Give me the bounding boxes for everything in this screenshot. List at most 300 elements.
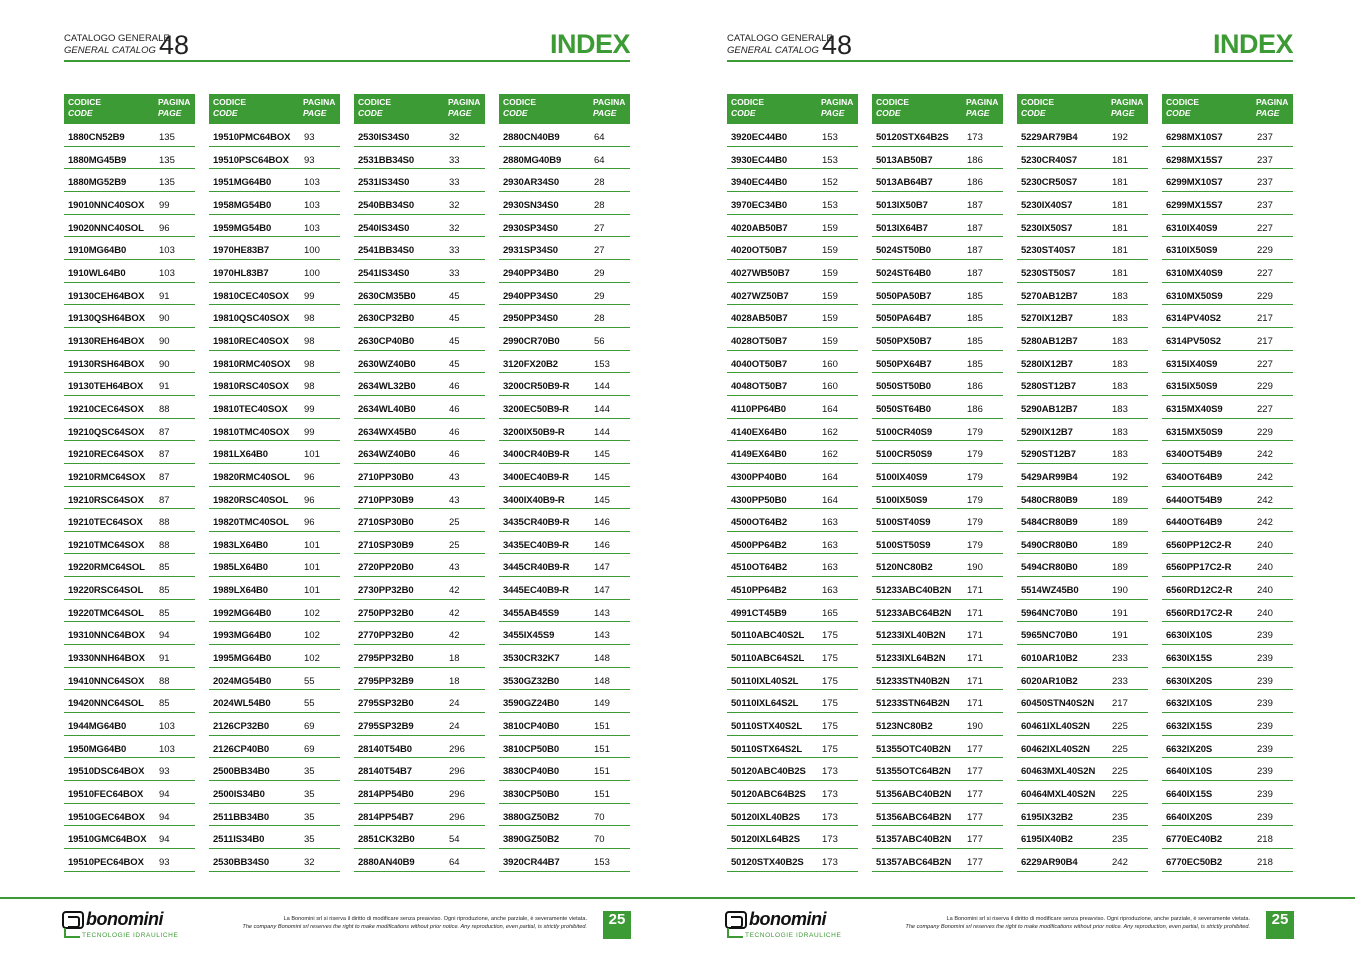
table-row — [209, 826, 340, 849]
product-code: 2940PP34S0 — [503, 290, 558, 302]
table-row — [1017, 622, 1148, 645]
badge-number: 25 — [608, 911, 626, 928]
table-row — [872, 283, 1003, 306]
logo-mark-icon — [725, 911, 747, 929]
product-code: 50120IXL64B2S — [731, 834, 800, 846]
table-row — [499, 373, 630, 396]
page-number: 101 — [304, 449, 320, 461]
product-code: 3940EC44B0 — [731, 177, 788, 189]
page-number: 103 — [159, 721, 175, 733]
page-number: 103 — [304, 199, 320, 211]
page-number: 29 — [594, 267, 605, 279]
page-number: 242 — [1257, 449, 1273, 461]
product-code: 1950MG64B0 — [68, 743, 127, 755]
disclaimer-it: La Bonomini srl si riserva il diritto di modificare senza preavviso. Ogni riproduzione, anche parziale, è severamente vietata. — [283, 916, 587, 922]
page-number: 296 — [449, 789, 465, 801]
product-code: 51355OTC64B2N — [876, 766, 951, 778]
page-number: 153 — [822, 132, 838, 143]
page-number: 190 — [967, 721, 983, 733]
table-row — [499, 532, 630, 555]
table-row — [64, 441, 195, 464]
table-row — [354, 441, 485, 464]
page-header-it: PAGINA — [966, 97, 999, 107]
table-row — [64, 351, 195, 374]
page-number: 146 — [594, 517, 610, 529]
page-number: 43 — [449, 494, 460, 506]
page-number: 94 — [159, 789, 170, 801]
table-row — [1017, 328, 1148, 351]
product-code: 19810TEC40SOX — [213, 403, 288, 415]
product-code: 50110IXL40S2L — [731, 675, 799, 687]
table-row — [1162, 464, 1293, 487]
table-row — [499, 328, 630, 351]
index-columns — [727, 94, 1293, 874]
page-number: 240 — [1257, 585, 1273, 597]
table-row — [64, 690, 195, 713]
product-code: 2634WL40B0 — [358, 403, 416, 415]
product-code: 3445EC40B9-R — [503, 585, 569, 597]
catalog-label — [727, 33, 833, 57]
page-number: 227 — [1257, 358, 1273, 370]
table-row — [1162, 147, 1293, 170]
product-code: 19330NNH64BOX — [68, 653, 145, 665]
product-code: 3200EC50B9-R — [503, 403, 569, 415]
table-row — [354, 532, 485, 555]
product-code: 5230ST50S7 — [1021, 267, 1076, 279]
table-row — [64, 532, 195, 555]
page-number: 181 — [1112, 177, 1128, 189]
page-number: 171 — [967, 698, 983, 710]
page-number: 148 — [594, 653, 610, 665]
page-number: 103 — [159, 267, 175, 279]
page-number: 189 — [1112, 562, 1128, 574]
page-number: 46 — [449, 381, 460, 393]
column-header — [499, 94, 630, 124]
table-row — [64, 645, 195, 668]
page-number: 100 — [304, 245, 320, 257]
table-row — [499, 260, 630, 283]
page-header-label — [966, 97, 998, 119]
page-number: 239 — [1257, 698, 1273, 710]
product-code: 2531BB34S0 — [358, 154, 415, 166]
page-number: 33 — [449, 154, 460, 166]
code-header-it: CODICE — [213, 97, 247, 107]
product-code: 6195IX32B2 — [1021, 811, 1073, 823]
table-row — [872, 124, 1003, 147]
index-column — [354, 94, 485, 872]
page-number: 225 — [1112, 766, 1128, 778]
table-row — [872, 215, 1003, 238]
page-number: 164 — [822, 494, 838, 506]
product-code: 6560PP12C2-R — [1166, 539, 1232, 551]
product-code: 19210RMC64SOX — [68, 471, 146, 483]
table-row — [1162, 645, 1293, 668]
table-row — [209, 509, 340, 532]
table-row — [1162, 509, 1293, 532]
page-number: 85 — [159, 585, 170, 597]
page-number: 159 — [822, 245, 838, 257]
product-code: 3400CR40B9-R — [503, 449, 570, 461]
product-code: 19010NNC40SOX — [68, 199, 145, 211]
page-number: 103 — [304, 177, 320, 189]
table-row — [354, 487, 485, 510]
page-number: 93 — [159, 766, 170, 778]
product-code: 2930SN34S0 — [503, 199, 559, 211]
product-code: 50110ABC40S2L — [731, 630, 805, 642]
page-number: 173 — [822, 834, 838, 846]
table-row — [872, 532, 1003, 555]
table-row — [1162, 668, 1293, 691]
product-code: 2730PP32B0 — [358, 585, 414, 597]
code-header-it: CODICE — [358, 97, 392, 107]
table-row — [872, 600, 1003, 623]
page-number: 45 — [449, 335, 460, 347]
table-row — [872, 736, 1003, 759]
page-number: 144 — [594, 381, 610, 393]
page-header-label — [303, 97, 335, 119]
table-row — [872, 237, 1003, 260]
page-number: 183 — [1112, 313, 1128, 325]
table-row — [499, 826, 630, 849]
page-number: 175 — [822, 721, 838, 733]
page-number: 55 — [304, 675, 315, 687]
table-row — [1162, 441, 1293, 464]
page-number: 144 — [594, 426, 610, 438]
table-row — [499, 237, 630, 260]
page-number: 151 — [594, 721, 610, 733]
page-number: 91 — [159, 653, 170, 665]
product-code: 1985LX64B0 — [213, 562, 268, 574]
page-number: 33 — [449, 245, 460, 257]
product-code: 1970HE83B7 — [213, 245, 270, 257]
code-header-it: CODICE — [1166, 97, 1200, 107]
table-row — [64, 192, 195, 215]
product-code: 4140EX64B0 — [731, 426, 787, 438]
page-number: 189 — [1112, 539, 1128, 551]
page-number: 87 — [159, 471, 170, 483]
product-code: 2500BB34B0 — [213, 766, 270, 778]
product-code: 51355OTC40B2N — [876, 743, 951, 755]
product-code: 51233IXL64B2N — [876, 653, 946, 665]
product-code: 1993MG64B0 — [213, 630, 272, 642]
page-number: 181 — [1112, 222, 1128, 234]
table-row — [872, 192, 1003, 215]
page-number: 85 — [159, 562, 170, 574]
table-row — [872, 804, 1003, 827]
page-number: 181 — [1112, 245, 1128, 257]
table-row — [354, 713, 485, 736]
page-number: 177 — [967, 766, 983, 778]
product-code: 6315MX40S9 — [1166, 403, 1223, 415]
table-row — [1162, 487, 1293, 510]
page-number: 175 — [822, 653, 838, 665]
product-code: 6770EC50B2 — [1166, 857, 1223, 868]
page-number: 171 — [967, 585, 983, 597]
page-number: 35 — [304, 811, 315, 823]
product-code: 2511IS34B0 — [213, 834, 265, 846]
page-number: 90 — [159, 335, 170, 347]
table-row — [1162, 328, 1293, 351]
index-column — [727, 94, 858, 872]
product-code: 51356ABC40B2N — [876, 789, 952, 801]
table-row — [64, 487, 195, 510]
page-number: 147 — [594, 585, 610, 597]
page-number: 33 — [449, 177, 460, 189]
table-row — [209, 668, 340, 691]
table-row — [727, 351, 858, 374]
table-row — [64, 237, 195, 260]
page-number: 177 — [967, 789, 983, 801]
page-number: 225 — [1112, 743, 1128, 755]
product-code: 50110STX64S2L — [731, 743, 803, 755]
product-code: 19210RSC64SOX — [68, 494, 144, 506]
table-row — [1162, 419, 1293, 442]
page-number: 27 — [594, 245, 605, 257]
page-number: 175 — [822, 743, 838, 755]
table-row — [1017, 600, 1148, 623]
table-row — [1162, 690, 1293, 713]
product-code: 5230CR50S7 — [1021, 177, 1078, 189]
product-code: 2990CR70B0 — [503, 335, 560, 347]
page-number: 177 — [967, 834, 983, 846]
page-number: 242 — [1257, 494, 1273, 506]
page-number: 151 — [594, 743, 610, 755]
page-number: 175 — [822, 675, 838, 687]
page-number: 100 — [304, 267, 320, 279]
table-row — [727, 781, 858, 804]
product-code: 2750PP32B0 — [358, 607, 414, 619]
product-code: 60464MXL40S2N — [1021, 789, 1096, 801]
table-row — [1017, 736, 1148, 759]
product-code: 6298MX15S7 — [1166, 154, 1223, 166]
table-row — [1162, 849, 1293, 872]
table-row — [64, 373, 195, 396]
product-code: 3455IX45S9 — [503, 630, 555, 642]
product-code: 6310IX40S9 — [1166, 222, 1218, 234]
product-code: 6632IX15S — [1166, 721, 1213, 733]
page-number: 179 — [967, 426, 983, 438]
product-code: 6315IX50S9 — [1166, 381, 1218, 393]
product-code: 19410NNC64SOX — [68, 675, 145, 687]
table-row — [209, 622, 340, 645]
page-number: 99 — [159, 199, 170, 211]
product-code: 6229AR90B4 — [1021, 857, 1078, 868]
product-code: 19130CEH64BOX — [68, 290, 145, 302]
table-row — [354, 645, 485, 668]
product-code: 2630CP40B0 — [358, 335, 415, 347]
table-row — [354, 600, 485, 623]
product-code: 6340OT54B9 — [1166, 449, 1223, 461]
table-row — [64, 668, 195, 691]
page-number: 64 — [449, 857, 460, 868]
product-code: 3455AB45S9 — [503, 607, 560, 619]
product-code: 6310MX40S9 — [1166, 267, 1223, 279]
table-row — [499, 622, 630, 645]
page-number: 159 — [822, 290, 838, 302]
product-code: 2880AN40B9 — [358, 857, 415, 868]
page-header-it: PAGINA — [593, 97, 626, 107]
page-number: 186 — [967, 403, 983, 415]
table-row — [499, 169, 630, 192]
product-code: 19810RMC40SOX — [213, 358, 291, 370]
table-row — [727, 487, 858, 510]
page-number: 159 — [822, 313, 838, 325]
table-row — [209, 396, 340, 419]
product-code: 1989LX64B0 — [213, 585, 268, 597]
page-number: 103 — [159, 743, 175, 755]
table-row — [209, 600, 340, 623]
table-row — [64, 396, 195, 419]
anniversary-badge — [603, 911, 631, 939]
page-number: 87 — [159, 449, 170, 461]
table-row — [209, 554, 340, 577]
table-row — [727, 215, 858, 238]
table-row — [499, 441, 630, 464]
page-number: 237 — [1257, 177, 1273, 189]
code-header-en: CODE — [358, 108, 383, 118]
table-row — [727, 826, 858, 849]
table-row — [727, 713, 858, 736]
product-code: 4300PP50B0 — [731, 494, 787, 506]
page-number: 190 — [967, 562, 983, 574]
page-number: 18 — [449, 653, 460, 665]
left-page — [0, 0, 677, 958]
product-code: 19820TMC40SOL — [213, 517, 289, 529]
table-row — [209, 147, 340, 170]
table-row — [872, 849, 1003, 872]
table-row — [1162, 215, 1293, 238]
product-code: 1880CN52B9 — [68, 132, 125, 143]
table-row — [209, 849, 340, 872]
page-number: 28 — [594, 177, 605, 189]
product-code: 5965NC70B0 — [1021, 630, 1078, 642]
product-code: 4040OT50B7 — [731, 358, 788, 370]
page-header — [727, 29, 1293, 62]
product-code: 2634WX45B0 — [358, 426, 417, 438]
table-row — [209, 690, 340, 713]
column-header — [1162, 94, 1293, 124]
table-row — [354, 328, 485, 351]
page-number: 98 — [304, 358, 315, 370]
table-row — [872, 464, 1003, 487]
page-number: 192 — [1112, 471, 1128, 483]
table-row — [1162, 804, 1293, 827]
page-number: 183 — [1112, 381, 1128, 393]
table-row — [727, 260, 858, 283]
product-code: 4028OT50B7 — [731, 335, 788, 347]
page-number: 143 — [594, 607, 610, 619]
product-code: 5280AB12B7 — [1021, 335, 1078, 347]
catalog-label — [64, 33, 170, 57]
page-number: 227 — [1257, 403, 1273, 415]
product-code: 2530BB34S0 — [213, 857, 270, 868]
page-number: 27 — [594, 222, 605, 234]
table-row — [727, 283, 858, 306]
product-code: 3830CP40B0 — [503, 766, 560, 778]
table-row — [1017, 305, 1148, 328]
page-number: 179 — [967, 449, 983, 461]
product-code: 3400EC40B9-R — [503, 471, 569, 483]
code-header — [213, 97, 246, 119]
product-code: 4020OT50B7 — [731, 245, 788, 257]
product-code: 4027WZ50B7 — [731, 290, 789, 302]
table-row — [209, 169, 340, 192]
product-code: 3880GZ50B2 — [503, 811, 560, 823]
page-number: 102 — [304, 607, 320, 619]
code-header — [1166, 97, 1199, 119]
page-number: 179 — [967, 494, 983, 506]
table-row — [209, 215, 340, 238]
table-row — [872, 147, 1003, 170]
page-number: 192 — [1112, 132, 1128, 143]
page-number: 35 — [304, 834, 315, 846]
page-number: 35 — [304, 789, 315, 801]
table-row — [64, 419, 195, 442]
anniversary-badge — [1266, 911, 1294, 939]
table-row — [1017, 283, 1148, 306]
table-row — [499, 124, 630, 147]
page-header-it: PAGINA — [821, 97, 854, 107]
page-number: 227 — [1257, 222, 1273, 234]
page-number: 183 — [1112, 290, 1128, 302]
page-number: 93 — [304, 132, 315, 143]
product-code: 5230ST40S7 — [1021, 245, 1076, 257]
table-row — [1162, 758, 1293, 781]
table-row — [1017, 441, 1148, 464]
table-row — [1017, 169, 1148, 192]
product-code: 5050ST50B0 — [876, 381, 931, 393]
table-row — [1017, 464, 1148, 487]
right-page — [663, 0, 1340, 958]
product-code: 3120FX20B2 — [503, 358, 558, 370]
page-number: 94 — [159, 630, 170, 642]
table-row — [872, 554, 1003, 577]
page-number: 25 — [449, 539, 460, 551]
product-code: 5429AR99B4 — [1021, 471, 1078, 483]
table-row — [1162, 305, 1293, 328]
page-number: 227 — [1257, 267, 1273, 279]
product-code: 51233STN40B2N — [876, 675, 950, 687]
table-row — [354, 124, 485, 147]
product-code: 4510OT64B2 — [731, 562, 788, 574]
product-code: 4020AB50B7 — [731, 222, 788, 234]
table-row — [64, 554, 195, 577]
product-code: 19220TMC64SOL — [68, 607, 144, 619]
page-number: 148 — [594, 675, 610, 687]
page-number: 135 — [159, 177, 175, 189]
product-code: 2024WL54B0 — [213, 698, 271, 710]
table-row — [872, 781, 1003, 804]
table-row — [64, 464, 195, 487]
page-number: 239 — [1257, 721, 1273, 733]
table-row — [1017, 826, 1148, 849]
product-code: 6299MX10S7 — [1166, 177, 1223, 189]
product-code: 6630IX15S — [1166, 653, 1213, 665]
page-number: 171 — [967, 607, 983, 619]
page-number: 69 — [304, 721, 315, 733]
table-row — [727, 622, 858, 645]
page-number: 45 — [449, 358, 460, 370]
footer-divider — [663, 897, 1355, 899]
table-row — [354, 804, 485, 827]
table-row — [1017, 532, 1148, 555]
page-number: 173 — [822, 766, 838, 778]
product-code: 3890GZ50B2 — [503, 834, 560, 846]
table-row — [1162, 826, 1293, 849]
table-row — [727, 147, 858, 170]
product-code: 2541BB34S0 — [358, 245, 415, 257]
product-code: 4300PP40B0 — [731, 471, 787, 483]
